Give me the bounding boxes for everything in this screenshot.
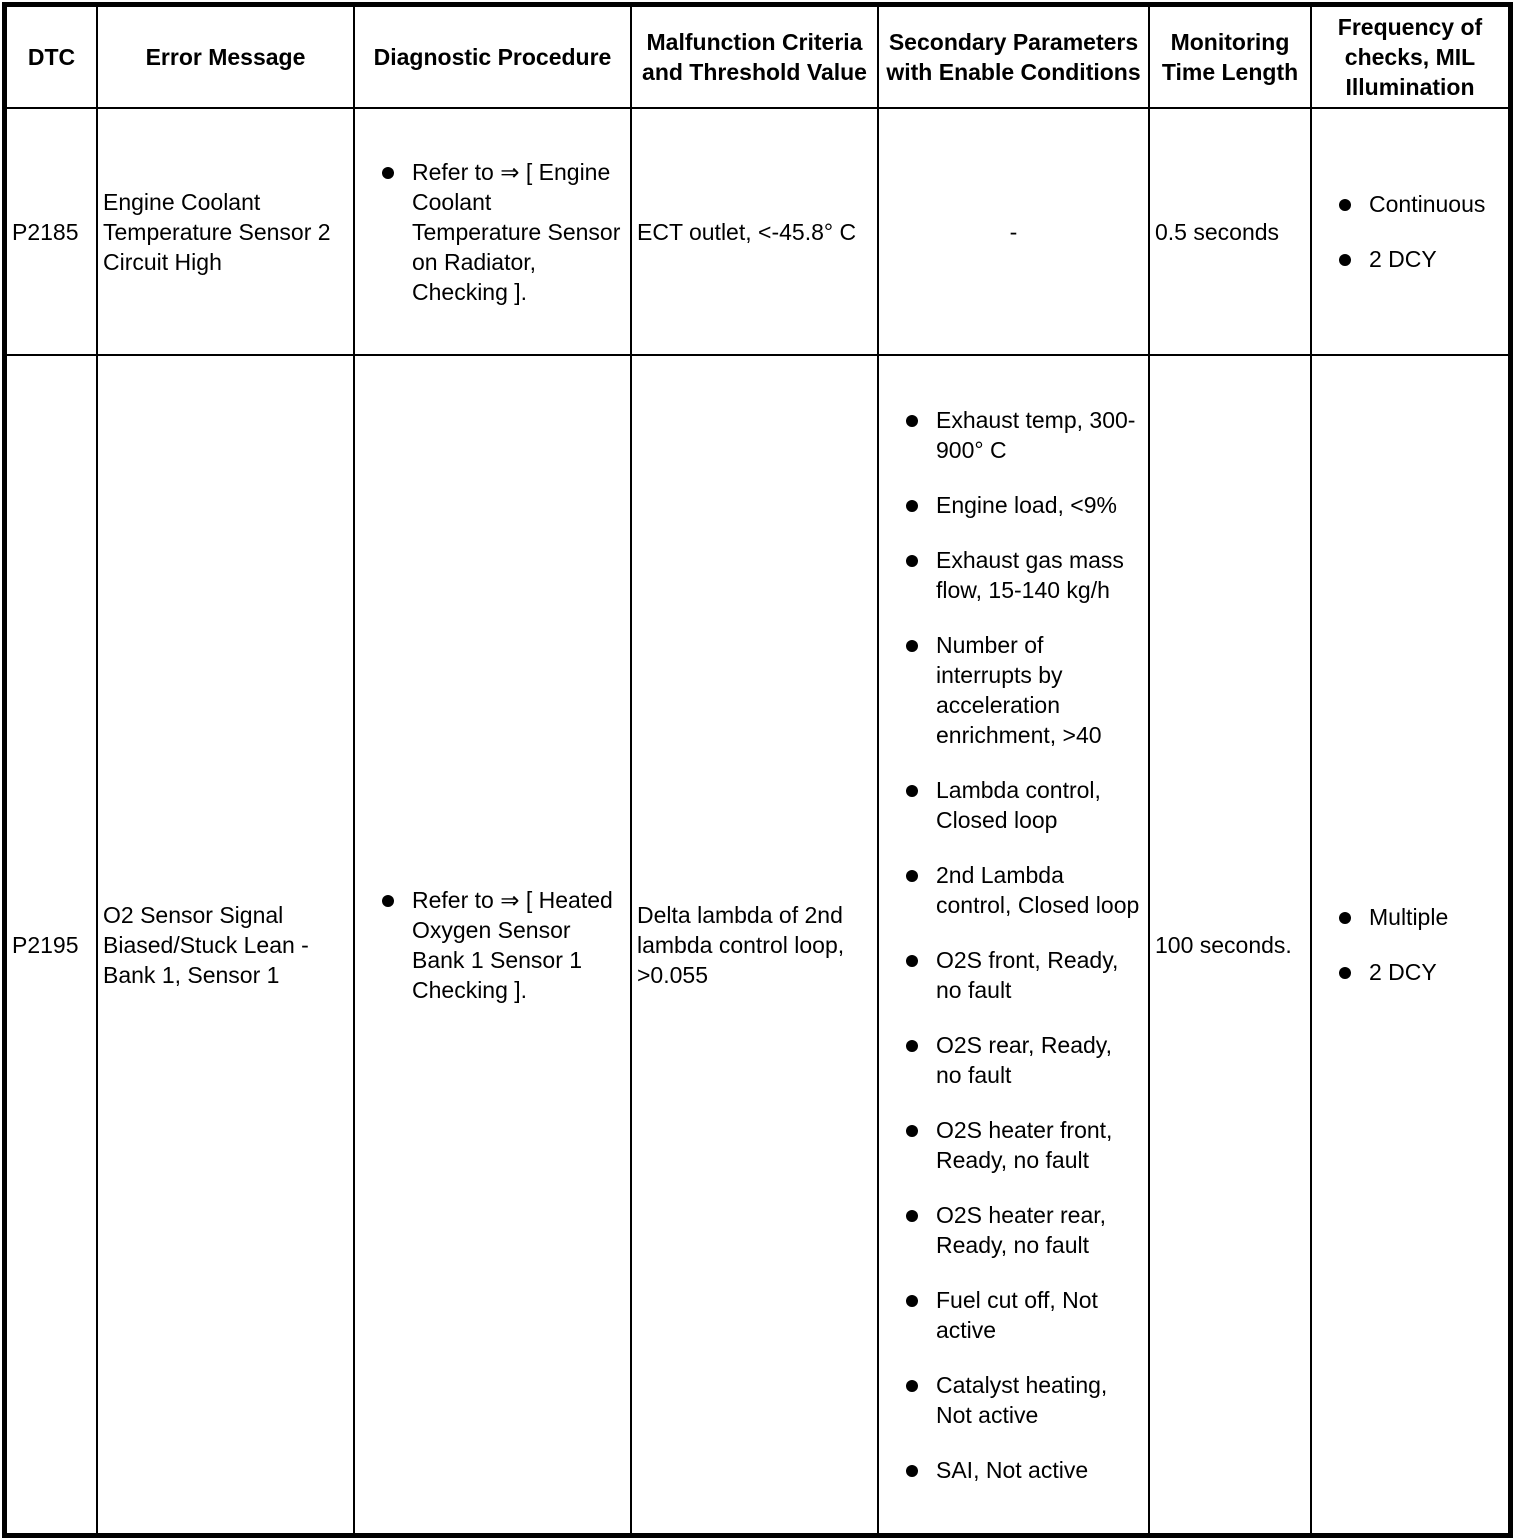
header-malfunction-criteria: Malfunction Criteria and Threshold Value xyxy=(631,6,878,108)
header-row xyxy=(6,6,1509,108)
bullet-icon xyxy=(906,500,918,512)
header-monitoring-time: Monitoring Time Length xyxy=(1149,6,1311,108)
list-item: Exhaust temp, 300-900° C xyxy=(884,405,1143,465)
procedure-link-text[interactable]: Refer to ⇒ [ Engine Coolant Temperature Sensor on Radiator, Checking ]. xyxy=(412,158,621,305)
bullet-icon xyxy=(906,870,918,882)
header-error-message: Error Message xyxy=(97,6,354,108)
list-item: Lambda control, Closed loop xyxy=(884,775,1143,835)
bullet-icon xyxy=(1339,199,1351,211)
list-item xyxy=(360,157,625,307)
list-item: O2S heater front, Ready, no fault xyxy=(884,1115,1143,1175)
list-item: 2nd Lambda control, Closed loop xyxy=(884,860,1143,920)
bullet-icon xyxy=(906,1380,918,1392)
frequency-cell xyxy=(1311,108,1509,355)
bullet-icon xyxy=(906,1295,918,1307)
table-row xyxy=(6,355,1509,1534)
list-item xyxy=(360,885,625,1005)
list-item: Exhaust gas mass flow, 15-140 kg/h xyxy=(884,545,1143,605)
bullet-icon xyxy=(906,955,918,967)
list-item: Multiple xyxy=(1317,902,1503,932)
list-item: Engine load, <9% xyxy=(884,490,1143,520)
list-item: Catalyst heating, Not active xyxy=(884,1370,1143,1430)
bullet-icon xyxy=(906,415,918,427)
malfunction-criteria: Delta lambda of 2nd lambda control loop, >0.055 xyxy=(631,355,878,1534)
bullet-icon xyxy=(906,785,918,797)
bullet-icon xyxy=(906,1210,918,1222)
monitoring-time: 0.5 seconds xyxy=(1149,108,1311,355)
secondary-parameters: - xyxy=(878,108,1149,355)
bullet-icon xyxy=(906,1040,918,1052)
header-diagnostic-procedure: Diagnostic Procedure xyxy=(354,6,631,108)
header-frequency: Frequency of checks, MIL Illumination xyxy=(1311,6,1509,108)
header-secondary-parameters: Secondary Parameters with Enable Conditions xyxy=(878,6,1149,108)
secondary-parameters xyxy=(878,355,1149,1534)
bullet-icon xyxy=(382,895,394,907)
list-item: SAI, Not active xyxy=(884,1455,1143,1485)
bullet-icon xyxy=(906,640,918,652)
bullet-icon xyxy=(906,555,918,567)
error-message: Engine Coolant Temperature Sensor 2 Circuit High xyxy=(97,108,354,355)
list-item: 2 DCY xyxy=(1317,244,1503,274)
list-item: 2 DCY xyxy=(1317,957,1503,987)
table-row xyxy=(6,108,1509,355)
bullet-icon xyxy=(1339,254,1351,266)
dtc-table xyxy=(5,5,1510,1535)
diagnostic-procedure xyxy=(354,108,631,355)
list-item: O2S front, Ready, no fault xyxy=(884,945,1143,1005)
malfunction-criteria: ECT outlet, <-45.8° C xyxy=(631,108,878,355)
bullet-icon xyxy=(382,167,394,179)
bullet-icon xyxy=(906,1465,918,1477)
dtc-code: P2195 xyxy=(6,355,97,1534)
procedure-link-text[interactable]: Refer to ⇒ [ Heated Oxygen Sensor Bank 1 Sensor 1 Checking ]. xyxy=(412,886,613,1003)
list-item: O2S heater rear, Ready, no fault xyxy=(884,1200,1143,1260)
error-message: O2 Sensor Signal Biased/Stuck Lean - Bank 1, Sensor 1 xyxy=(97,355,354,1534)
bullet-icon xyxy=(1339,912,1351,924)
frequency-cell xyxy=(1311,355,1509,1534)
dtc-code: P2185 xyxy=(6,108,97,355)
header-dtc: DTC xyxy=(6,6,97,108)
monitoring-time: 100 seconds. xyxy=(1149,355,1311,1534)
list-item: Continuous xyxy=(1317,189,1503,219)
list-item: O2S rear, Ready, no fault xyxy=(884,1030,1143,1090)
list-item: Fuel cut off, Not active xyxy=(884,1285,1143,1345)
bullet-icon xyxy=(906,1125,918,1137)
list-item: Number of interrupts by acceleration enrichment, >40 xyxy=(884,630,1143,750)
diagnostic-procedure xyxy=(354,355,631,1534)
bullet-icon xyxy=(1339,967,1351,979)
